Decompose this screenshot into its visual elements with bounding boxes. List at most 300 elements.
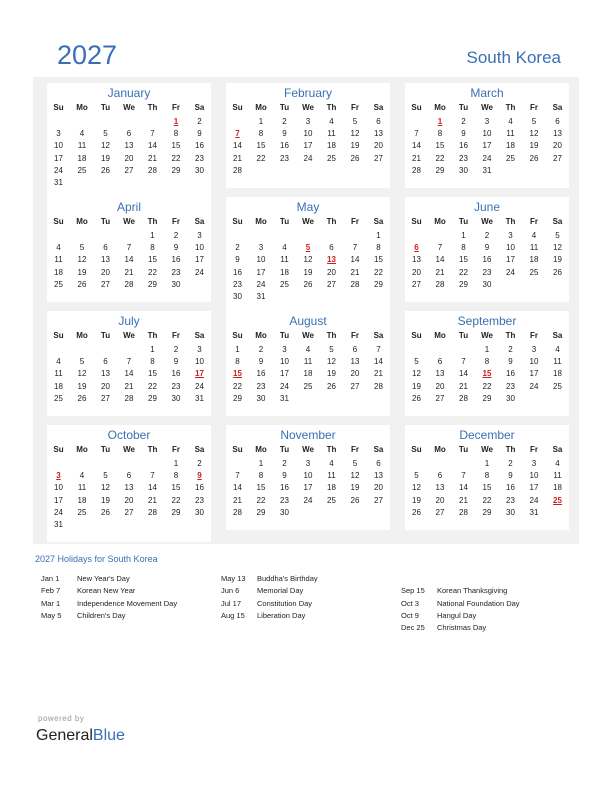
holidays-title: 2027 Holidays for South Korea — [35, 554, 158, 564]
day-cell: 7 — [150, 129, 155, 139]
day-cell: 10 — [256, 255, 266, 265]
day-cell: 10 — [303, 129, 313, 139]
day-cell: 27 — [124, 507, 134, 517]
day-cell: 26 — [77, 279, 87, 289]
day-cell: 12 — [529, 129, 539, 139]
day-cell: 6 — [126, 471, 132, 481]
day-cell: 1 — [376, 231, 381, 240]
day-cell: 6 — [437, 357, 443, 367]
day-cell: 7 — [376, 345, 381, 354]
day-cell: 21 — [233, 153, 242, 163]
day-cell: 7 — [461, 357, 466, 367]
weekday-header: We — [302, 217, 314, 226]
day-cell: 12 — [327, 357, 336, 367]
day-cell: 19 — [77, 381, 87, 391]
holiday-date: Oct 3 — [401, 598, 419, 608]
weekday-header: Su — [411, 103, 422, 112]
day-cell: 7 — [461, 471, 466, 481]
day-cell: 26 — [101, 507, 110, 517]
day-cell: 26 — [303, 279, 313, 289]
day-cell: 20 — [553, 141, 562, 151]
weekday-header: Sa — [373, 445, 384, 454]
day-cell: 31 — [54, 178, 63, 187]
day-cell: 30 — [506, 393, 515, 403]
brand-logo[interactable] — [36, 727, 125, 745]
day-cell: 18 — [327, 483, 336, 493]
day-cell: 31 — [256, 292, 266, 301]
day-cell: 26 — [350, 153, 360, 163]
holiday-entry — [401, 586, 520, 598]
day-cell: 16 — [233, 267, 242, 277]
weekday-header: Th — [147, 103, 158, 112]
day-cell: 16 — [280, 141, 289, 151]
day-cell: 4 — [282, 243, 287, 253]
day-cell: 20 — [350, 369, 360, 379]
day-cell: 4 — [56, 357, 61, 367]
day-cell: 4 — [508, 117, 513, 126]
day-cell: 11 — [553, 357, 562, 367]
weekday-header: Su — [53, 445, 64, 454]
day-cell: 23 — [195, 495, 204, 505]
day-cell: 26 — [101, 165, 110, 175]
day-cell: 10 — [54, 141, 63, 151]
month-march — [405, 83, 569, 188]
day-cell: 16 — [256, 369, 266, 379]
day-cell: 12 — [553, 243, 562, 253]
day-cell: 5 — [531, 117, 537, 126]
day-cell: 24 — [195, 267, 204, 277]
month-july — [47, 311, 211, 416]
day-cell: 17 — [506, 255, 515, 265]
day-cell: 12 — [101, 141, 110, 151]
day-cell: 27 — [374, 495, 383, 505]
day-cell: 24 — [54, 165, 63, 175]
month-december — [405, 425, 569, 530]
weekday-header: Fr — [351, 445, 359, 454]
day-cell: 18 — [77, 495, 87, 505]
day-cell: 2 — [258, 345, 264, 354]
weekday-header: Tu — [100, 331, 111, 340]
holiday-day-cell: 6 — [414, 243, 419, 253]
day-cell: 21 — [435, 267, 445, 277]
day-cell: 21 — [459, 495, 468, 505]
day-cell: 7 — [235, 471, 240, 481]
day-cell: 24 — [280, 381, 289, 391]
day-cell: 22 — [233, 381, 242, 391]
day-cell: 22 — [256, 495, 266, 505]
weekday-header: Mo — [255, 103, 267, 112]
day-cell: 6 — [352, 345, 358, 354]
day-cell: 9 — [173, 357, 179, 367]
month-name: October — [107, 428, 151, 442]
day-cell: 2 — [508, 345, 513, 354]
day-cell: 14 — [124, 369, 134, 379]
day-cell: 16 — [171, 369, 181, 379]
day-cell: 11 — [54, 369, 63, 379]
weekday-header: Sa — [194, 331, 205, 340]
weekday-header: Su — [232, 331, 243, 340]
month-name: November — [280, 428, 336, 442]
day-cell: 17 — [303, 483, 313, 493]
day-cell: 26 — [412, 507, 421, 517]
day-cell: 12 — [350, 129, 360, 139]
day-cell: 30 — [280, 507, 289, 517]
day-cell: 25 — [529, 267, 539, 277]
country-name: South Korea — [466, 48, 561, 67]
day-cell: 22 — [459, 267, 468, 277]
month-january — [47, 83, 211, 200]
day-cell: 2 — [282, 117, 287, 126]
holiday-date: Aug 15 — [221, 610, 245, 620]
day-cell: 21 — [459, 381, 468, 391]
weekday-header: Sa — [373, 331, 384, 340]
day-cell: 8 — [437, 129, 443, 139]
weekday-header: Fr — [172, 331, 180, 340]
day-cell: 22 — [171, 495, 181, 505]
weekday-header: Fr — [530, 103, 538, 112]
day-cell: 15 — [374, 255, 383, 265]
weekday-header: Fr — [172, 217, 180, 226]
day-cell: 13 — [101, 369, 110, 379]
month-name: March — [470, 86, 504, 100]
day-cell: 13 — [350, 357, 360, 367]
day-cell: 6 — [329, 243, 334, 253]
day-cell: 16 — [171, 255, 181, 265]
day-cell: 12 — [412, 369, 421, 379]
weekday-header: Fr — [172, 445, 180, 454]
day-cell: 25 — [77, 165, 87, 175]
holiday-date: Jul 17 — [221, 598, 242, 608]
holiday-date: Mar 1 — [41, 598, 61, 608]
weekday-header: Th — [505, 331, 516, 340]
weekday-header: We — [481, 445, 493, 454]
day-cell: 23 — [506, 495, 515, 505]
holiday-list-column — [401, 574, 520, 635]
day-cell: 11 — [529, 243, 539, 253]
day-cell: 22 — [256, 153, 266, 163]
day-cell: 15 — [435, 141, 445, 151]
holiday-list-column — [41, 574, 177, 623]
holiday-entry — [41, 574, 177, 586]
holiday-name: Memorial Day — [257, 586, 304, 596]
day-cell: 20 — [101, 381, 110, 391]
day-cell: 9 — [508, 471, 513, 481]
day-cell: 16 — [195, 141, 204, 151]
day-cell: 24 — [529, 381, 539, 391]
day-cell: 29 — [374, 279, 383, 289]
day-cell: 27 — [412, 279, 421, 289]
day-cell: 1 — [484, 459, 490, 468]
holiday-entry — [221, 586, 318, 598]
day-cell: 14 — [374, 357, 383, 367]
weekday-header: Sa — [552, 331, 563, 340]
day-cell: 13 — [435, 483, 445, 493]
day-cell: 8 — [376, 243, 381, 253]
day-cell: 28 — [459, 393, 468, 403]
day-cell: 24 — [529, 495, 539, 505]
day-cell: 9 — [282, 471, 287, 481]
weekday-header: Tu — [458, 331, 469, 340]
weekday-header: Mo — [434, 331, 446, 340]
day-cell: 13 — [435, 369, 445, 379]
day-cell: 2 — [282, 459, 287, 468]
day-cell: 25 — [280, 279, 289, 289]
day-cell: 26 — [553, 267, 562, 277]
holiday-entry — [401, 574, 520, 586]
weekday-header: Sa — [552, 103, 563, 112]
day-cell: 29 — [435, 165, 445, 175]
day-cell: 17 — [482, 141, 492, 151]
day-cell: 29 — [459, 279, 468, 289]
day-cell: 29 — [233, 393, 242, 403]
holiday-name: Hangul Day — [437, 610, 477, 620]
day-cell: 19 — [350, 141, 360, 151]
day-cell: 24 — [303, 153, 313, 163]
day-cell: 13 — [412, 255, 421, 265]
holiday-name: Korean New Year — [77, 586, 136, 596]
day-cell: 6 — [555, 117, 560, 126]
day-cell: 9 — [197, 129, 202, 139]
day-cell: 20 — [124, 153, 134, 163]
day-cell: 13 — [101, 255, 110, 265]
day-cell: 22 — [482, 495, 492, 505]
weekday-header: Th — [326, 103, 337, 112]
weekday-header: Tu — [458, 103, 469, 112]
day-cell: 21 — [148, 153, 157, 163]
weekday-header: Mo — [255, 445, 267, 454]
day-cell: 30 — [195, 507, 204, 517]
day-cell: 24 — [195, 381, 204, 391]
day-cell: 6 — [376, 117, 381, 126]
day-cell: 4 — [329, 117, 334, 126]
day-cell: 14 — [233, 141, 242, 151]
day-cell: 30 — [482, 279, 492, 289]
weekday-header: Su — [411, 445, 422, 454]
day-cell: 11 — [327, 129, 336, 139]
day-cell: 28 — [124, 279, 134, 289]
weekday-header: Fr — [530, 445, 538, 454]
day-cell: 31 — [529, 507, 539, 517]
day-cell: 20 — [124, 495, 134, 505]
month-october — [47, 425, 211, 542]
weekday-header: Tu — [458, 217, 469, 226]
day-cell: 16 — [195, 483, 204, 493]
day-cell: 3 — [282, 345, 287, 354]
month-name: May — [296, 200, 320, 214]
weekday-header: Tu — [100, 217, 111, 226]
day-cell: 23 — [256, 381, 266, 391]
day-cell: 23 — [195, 153, 204, 163]
day-cell: 3 — [484, 117, 490, 126]
day-cell: 8 — [461, 243, 466, 253]
weekday-header: Th — [505, 103, 516, 112]
day-cell: 28 — [124, 393, 134, 403]
day-cell: 14 — [148, 141, 157, 151]
day-cell: 6 — [126, 129, 132, 139]
day-cell: 2 — [173, 345, 179, 354]
weekday-header: We — [481, 331, 493, 340]
day-cell: 4 — [305, 345, 311, 354]
day-cell: 7 — [126, 357, 132, 367]
day-cell: 23 — [171, 267, 181, 277]
holiday-entry — [401, 623, 520, 635]
day-cell: 6 — [376, 459, 381, 468]
powered-by-text: powered by — [38, 714, 85, 723]
day-cell: 2 — [508, 459, 513, 468]
holiday-name: National Foundation Day — [437, 598, 520, 608]
day-cell: 10 — [529, 357, 539, 367]
day-cell: 28 — [233, 507, 242, 517]
weekday-header: Sa — [194, 217, 205, 226]
weekday-header: Mo — [434, 217, 446, 226]
holiday-entry — [41, 586, 177, 598]
day-cell: 31 — [54, 520, 63, 529]
day-cell: 1 — [461, 231, 466, 240]
day-cell: 5 — [79, 243, 85, 253]
day-cell: 9 — [235, 255, 240, 265]
weekday-header: Tu — [458, 445, 469, 454]
day-cell: 10 — [482, 129, 492, 139]
month-november — [226, 425, 390, 530]
day-cell: 27 — [374, 153, 383, 163]
weekday-header: We — [123, 331, 135, 340]
weekday-header: Mo — [76, 331, 88, 340]
weekday-header: Mo — [76, 103, 88, 112]
day-cell: 22 — [148, 381, 157, 391]
day-cell: 10 — [54, 483, 63, 493]
day-cell: 8 — [173, 129, 179, 139]
day-cell: 3 — [305, 459, 311, 468]
day-cell: 13 — [124, 483, 134, 493]
day-cell: 18 — [327, 141, 336, 151]
day-cell: 4 — [555, 345, 560, 354]
day-cell: 23 — [233, 279, 242, 289]
day-cell: 29 — [171, 165, 181, 175]
holiday-day-cell: 15 — [233, 369, 242, 379]
day-cell: 2 — [173, 231, 179, 240]
day-cell: 8 — [150, 243, 155, 253]
weekday-header: Th — [147, 217, 158, 226]
day-cell: 17 — [280, 369, 289, 379]
day-cell: 19 — [303, 267, 313, 277]
day-cell: 11 — [54, 255, 63, 265]
weekday-header: Sa — [373, 217, 384, 226]
day-cell: 18 — [529, 255, 539, 265]
day-cell: 2 — [461, 117, 466, 126]
day-cell: 2 — [484, 231, 490, 240]
day-cell: 13 — [374, 129, 383, 139]
weekday-header: Th — [326, 217, 337, 226]
day-cell: 27 — [101, 279, 110, 289]
holiday-date: May 5 — [41, 610, 62, 620]
day-cell: 1 — [150, 231, 155, 240]
holiday-date: Jun 6 — [221, 586, 240, 596]
day-cell: 5 — [329, 345, 334, 354]
holiday-day-cell: 9 — [197, 471, 202, 481]
day-cell: 20 — [374, 141, 383, 151]
weekday-header: Su — [53, 331, 64, 340]
day-cell: 17 — [195, 255, 204, 265]
day-cell: 12 — [303, 255, 313, 265]
day-cell: 10 — [280, 357, 289, 367]
day-cell: 5 — [103, 471, 108, 481]
weekday-header: Fr — [172, 103, 180, 112]
day-cell: 17 — [529, 483, 539, 493]
day-cell: 8 — [484, 357, 490, 367]
day-cell: 29 — [482, 507, 492, 517]
day-cell: 5 — [414, 471, 419, 481]
holiday-entry — [221, 599, 318, 611]
month-name: January — [107, 86, 151, 100]
day-cell: 27 — [327, 279, 336, 289]
day-cell: 25 — [327, 495, 336, 505]
day-cell: 18 — [280, 267, 289, 277]
day-cell: 19 — [101, 495, 110, 505]
day-cell: 26 — [412, 393, 421, 403]
day-cell: 10 — [529, 471, 539, 481]
day-cell: 29 — [148, 279, 157, 289]
day-cell: 19 — [327, 369, 336, 379]
day-cell: 21 — [412, 153, 421, 163]
day-cell: 23 — [459, 153, 468, 163]
day-cell: 19 — [529, 141, 539, 151]
day-cell: 5 — [79, 357, 85, 367]
holiday-date: Jan 1 — [41, 574, 60, 583]
holiday-day-cell: 15 — [482, 369, 492, 379]
day-cell: 2 — [235, 243, 240, 253]
weekday-header: Tu — [279, 331, 290, 340]
month-name: December — [459, 428, 515, 442]
month-name: July — [118, 314, 140, 328]
day-cell: 18 — [553, 369, 562, 379]
day-cell: 14 — [435, 255, 445, 265]
day-cell: 17 — [529, 369, 539, 379]
weekday-header: Sa — [552, 445, 563, 454]
day-cell: 21 — [124, 381, 134, 391]
month-august — [226, 311, 390, 416]
day-cell: 28 — [412, 165, 421, 175]
day-cell: 30 — [195, 165, 204, 175]
day-cell: 17 — [256, 267, 266, 277]
day-cell: 2 — [197, 117, 202, 126]
day-cell: 5 — [555, 231, 560, 240]
day-cell: 27 — [435, 507, 445, 517]
weekday-header: Sa — [373, 103, 384, 112]
day-cell: 3 — [531, 459, 537, 468]
day-cell: 15 — [148, 255, 157, 265]
day-cell: 22 — [374, 267, 383, 277]
day-cell: 21 — [233, 495, 242, 505]
weekday-header: Th — [147, 331, 158, 340]
day-cell: 31 — [195, 393, 204, 403]
day-cell: 16 — [482, 255, 492, 265]
day-cell: 28 — [374, 381, 383, 391]
day-cell: 4 — [329, 459, 334, 468]
holiday-day-cell: 13 — [327, 255, 336, 265]
day-cell: 30 — [256, 393, 266, 403]
month-name: June — [473, 200, 501, 214]
day-cell: 4 — [56, 243, 61, 253]
day-cell: 18 — [506, 141, 515, 151]
day-cell: 7 — [126, 243, 132, 253]
holiday-day-cell: 5 — [305, 243, 311, 253]
holiday-name: Christmas Day — [437, 623, 487, 633]
day-cell: 30 — [233, 292, 242, 301]
day-cell: 15 — [256, 483, 266, 493]
day-cell: 7 — [352, 243, 358, 253]
day-cell: 8 — [235, 357, 240, 367]
day-cell: 18 — [553, 483, 562, 493]
